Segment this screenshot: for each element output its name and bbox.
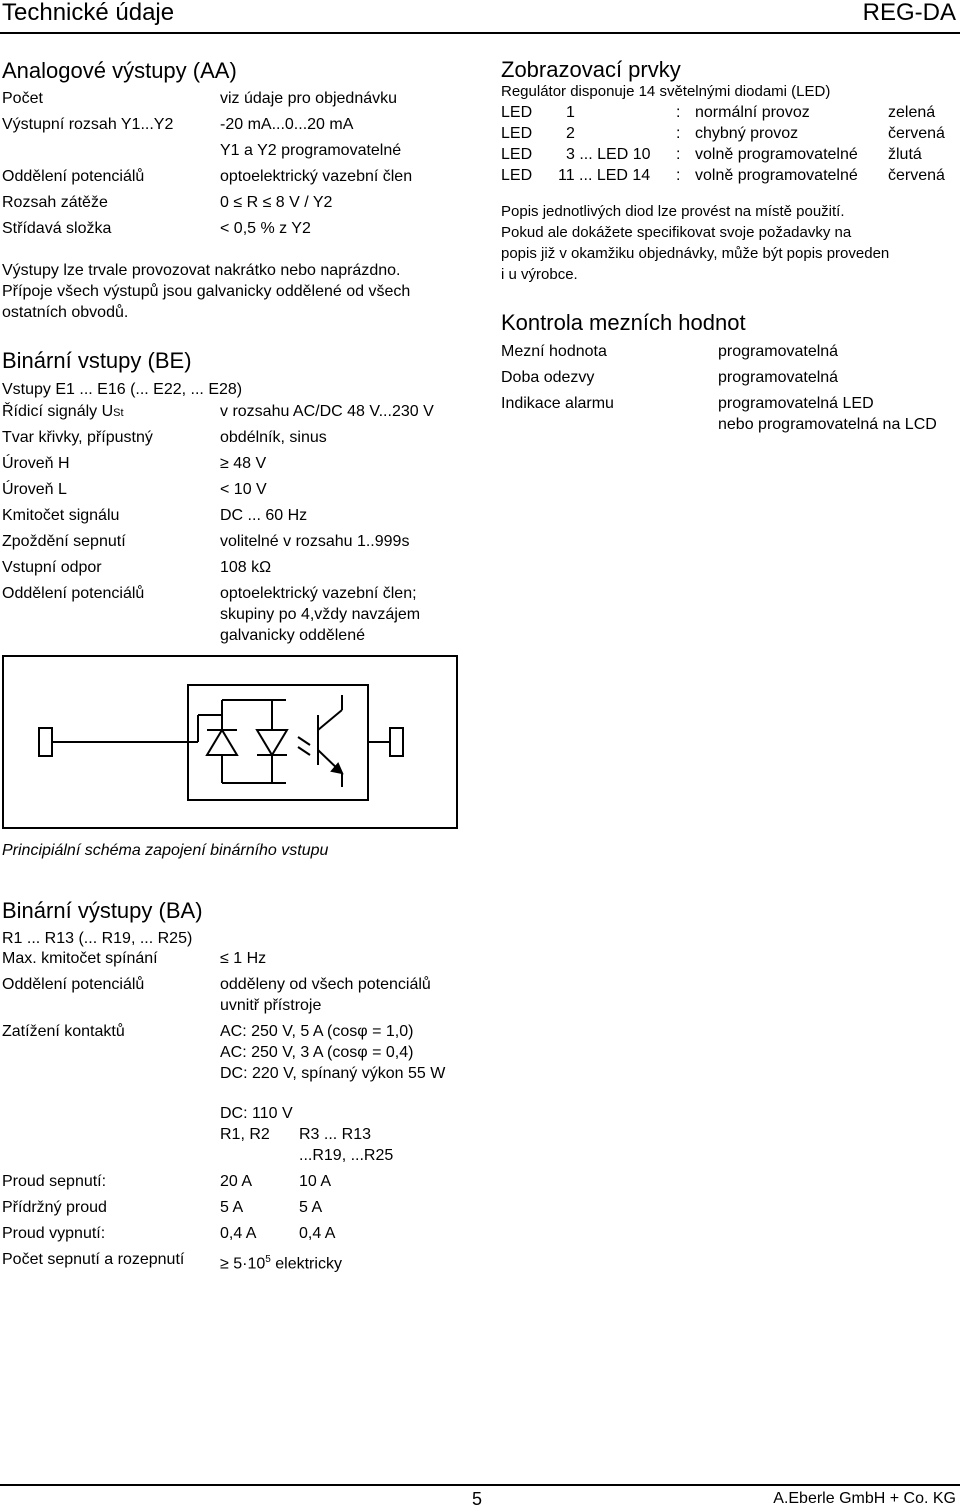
led-e: červená: [888, 125, 945, 142]
zp-note-line: Pokud ale dokážete specifikovat svoje požadavky na: [501, 224, 852, 241]
ba-row-v2: 10 A: [299, 1173, 332, 1190]
led-e: červená: [888, 167, 945, 184]
ba-load-value: AC: 250 V, 5 A (cosφ = 1,0): [220, 1023, 414, 1040]
km-title: Kontrola mezních hodnot: [501, 310, 746, 335]
optocoupler-schematic: [2, 655, 458, 829]
footer-rule: [0, 1484, 960, 1486]
ba-col1-head: R1, R2: [220, 1126, 270, 1143]
aa-label-1: Výstupní rozsah Y1...Y2: [2, 116, 174, 133]
be-label-5: Zpoždění sepnutí: [2, 533, 126, 550]
be-value-4: DC ... 60 Hz: [220, 507, 308, 524]
ba-load-value: AC: 250 V, 3 A (cosφ = 0,4): [220, 1044, 414, 1061]
led-diode-up: [207, 730, 237, 755]
ba-row-v2: 0,4 A: [299, 1225, 336, 1242]
input-terminal-right: [390, 728, 403, 756]
be-subtitle: Vstupy E1 ... E16 (... E22, ... E28): [2, 381, 243, 398]
km-label: Indikace alarmu: [501, 395, 614, 412]
aa-label-5: Střídavá složka: [2, 220, 112, 237]
led-c: :: [676, 125, 681, 142]
led-c: :: [676, 104, 681, 121]
led-diode-down: [257, 730, 287, 755]
zp-note-line: popis již v okamžiku objednávky, může být popis proveden: [501, 245, 890, 262]
ba-max-value: ≤ 1 Hz: [220, 950, 267, 967]
ba-row-label: Proud sepnutí:: [2, 1173, 107, 1190]
be-value-0: v rozsahu AC/DC 48 V...230 V: [220, 403, 434, 420]
ba-title: Binární výstupy (BA): [2, 898, 203, 923]
led-b: 1: [566, 104, 575, 121]
be-value-7-cont: skupiny po 4,vždy navzájem: [220, 606, 421, 623]
aa-value-1: -20 mA...0...20 mA: [220, 116, 354, 133]
zp-note-line: Popis jednotlivých diod lze provést na místě použití.: [501, 203, 845, 220]
be-value-7-cont: galvanicky oddělené: [220, 627, 365, 644]
schematic-caption: Principiální schéma zapojení binárního vstupu: [2, 842, 329, 859]
ba-row-v1: 0,4 A: [220, 1225, 257, 1242]
header-product: REG-DA: [862, 0, 956, 26]
km-value-cont: nebo programovatelná na LCD: [718, 416, 937, 433]
ba-row-label: Proud vypnutí:: [2, 1225, 106, 1242]
aa-note-line: ostatních obvodů.: [2, 304, 129, 321]
company-name: A.Eberle GmbH + Co. KG: [773, 1490, 956, 1507]
led-b: 3 ... LED 10: [566, 146, 651, 163]
km-value: programovatelná: [718, 343, 839, 360]
aa-label-4: Rozsah zátěže: [2, 194, 108, 211]
header-title: Technické údaje: [2, 0, 175, 26]
be-value-5: volitelné v rozsahu 1..999s: [220, 533, 410, 550]
aa-value-5: < 0,5 % z Y2: [220, 220, 311, 237]
aa-title: Analogové výstupy (AA): [2, 58, 237, 83]
ba-load-label: Zatížení kontaktů: [2, 1023, 125, 1040]
be-label-4: Kmitočet signálu: [2, 507, 120, 524]
ba-dc-head: DC: 110 V: [220, 1105, 293, 1122]
be-value-3: < 10 V: [220, 481, 267, 498]
ba-iso-value: uvnitř přístroje: [220, 997, 322, 1014]
ba-row-v1: 5 A: [220, 1199, 244, 1216]
ba-subtitle: R1 ... R13 (... R19, ... R25): [2, 930, 193, 947]
led-b: 11 ... LED 14: [558, 167, 651, 184]
km-label: Mezní hodnota: [501, 343, 607, 360]
input-terminal-left: [39, 728, 52, 756]
zp-note-line: i u výrobce.: [501, 266, 578, 283]
ba-max-label: Max. kmitočet spínání: [2, 950, 158, 967]
be-label-0: Řídicí signály USt: [2, 403, 124, 420]
ba-cycles-label: Počet sepnutí a rozepnutí: [2, 1251, 185, 1268]
led-e: zelená: [888, 104, 936, 121]
led-e: žlutá: [888, 146, 922, 163]
km-label: Doba odezvy: [501, 369, 595, 386]
ba-iso-value: odděleny od všech potenciálů: [220, 976, 431, 993]
be-label-6: Vstupní odpor: [2, 559, 102, 576]
zp-intro: Regulátor disponuje 14 světelnými diodami (LED): [501, 83, 831, 100]
be-value-7: optoelektrický vazební člen;: [220, 585, 417, 602]
zp-title: Zobrazovací prvky: [501, 57, 681, 82]
be-label-1: Tvar křivky, přípustný: [2, 429, 153, 446]
ba-load-value: DC: 220 V, spínaný výkon 55 W: [220, 1065, 446, 1082]
aa-value-2: Y1 a Y2 programovatelné: [220, 142, 402, 159]
led-b: 2: [566, 125, 575, 142]
km-value: programovatelná: [718, 369, 839, 386]
be-label-7: Oddělení potenciálů: [2, 585, 145, 602]
aa-note-line: Výstupy lze trvale provozovat nakrátko nebo naprázdno.: [2, 262, 401, 279]
led-a: LED: [501, 146, 533, 163]
ba-col2-head: R3 ... R13: [299, 1126, 372, 1143]
km-value: programovatelná LED: [718, 395, 874, 412]
be-value-2: ≥ 48 V: [220, 455, 267, 472]
aa-value-0: viz údaje pro objednávku: [220, 90, 398, 107]
led-c: :: [676, 146, 681, 163]
be-title: Binární vstupy (BE): [2, 348, 192, 373]
ba-row-label: Přídržný proud: [2, 1199, 107, 1216]
led-a: LED: [501, 125, 533, 142]
aa-label-3: Oddělení potenciálů: [2, 168, 145, 185]
be-value-1: obdélník, sinus: [220, 429, 327, 446]
ba-iso-label: Oddělení potenciálů: [2, 976, 145, 993]
ba-row-v1: 20 A: [220, 1173, 253, 1190]
led-d: chybný provoz: [695, 125, 799, 142]
ba-cycles-value: ≥ $5\cdot 10^5$ elektricky: [220, 1254, 342, 1273]
be-label-2: Úroveň H: [2, 455, 70, 472]
led-c: :: [676, 167, 681, 184]
aa-value-3: optoelektrický vazební člen: [220, 168, 413, 185]
led-a: LED: [501, 104, 533, 121]
header-rule: [0, 32, 960, 34]
ba-row-v2: 5 A: [299, 1199, 323, 1216]
aa-note-line: Přípoje všech výstupů jsou galvanicky oddělené od všech: [2, 283, 411, 300]
led-d: volně programovatelné: [695, 167, 858, 184]
led-d: normální provoz: [695, 104, 810, 121]
be-value-6: 108 kΩ: [220, 559, 272, 576]
led-d: volně programovatelné: [695, 146, 858, 163]
be-label-3: Úroveň L: [2, 481, 67, 498]
led-a: LED: [501, 167, 533, 184]
ba-col2-head2: ...R19, ...R25: [299, 1147, 394, 1164]
aa-label-0: Počet: [2, 90, 43, 107]
page-number: 5: [472, 1489, 483, 1509]
aa-value-4: 0 ≤ R ≤ 8 V / Y2: [220, 194, 333, 211]
